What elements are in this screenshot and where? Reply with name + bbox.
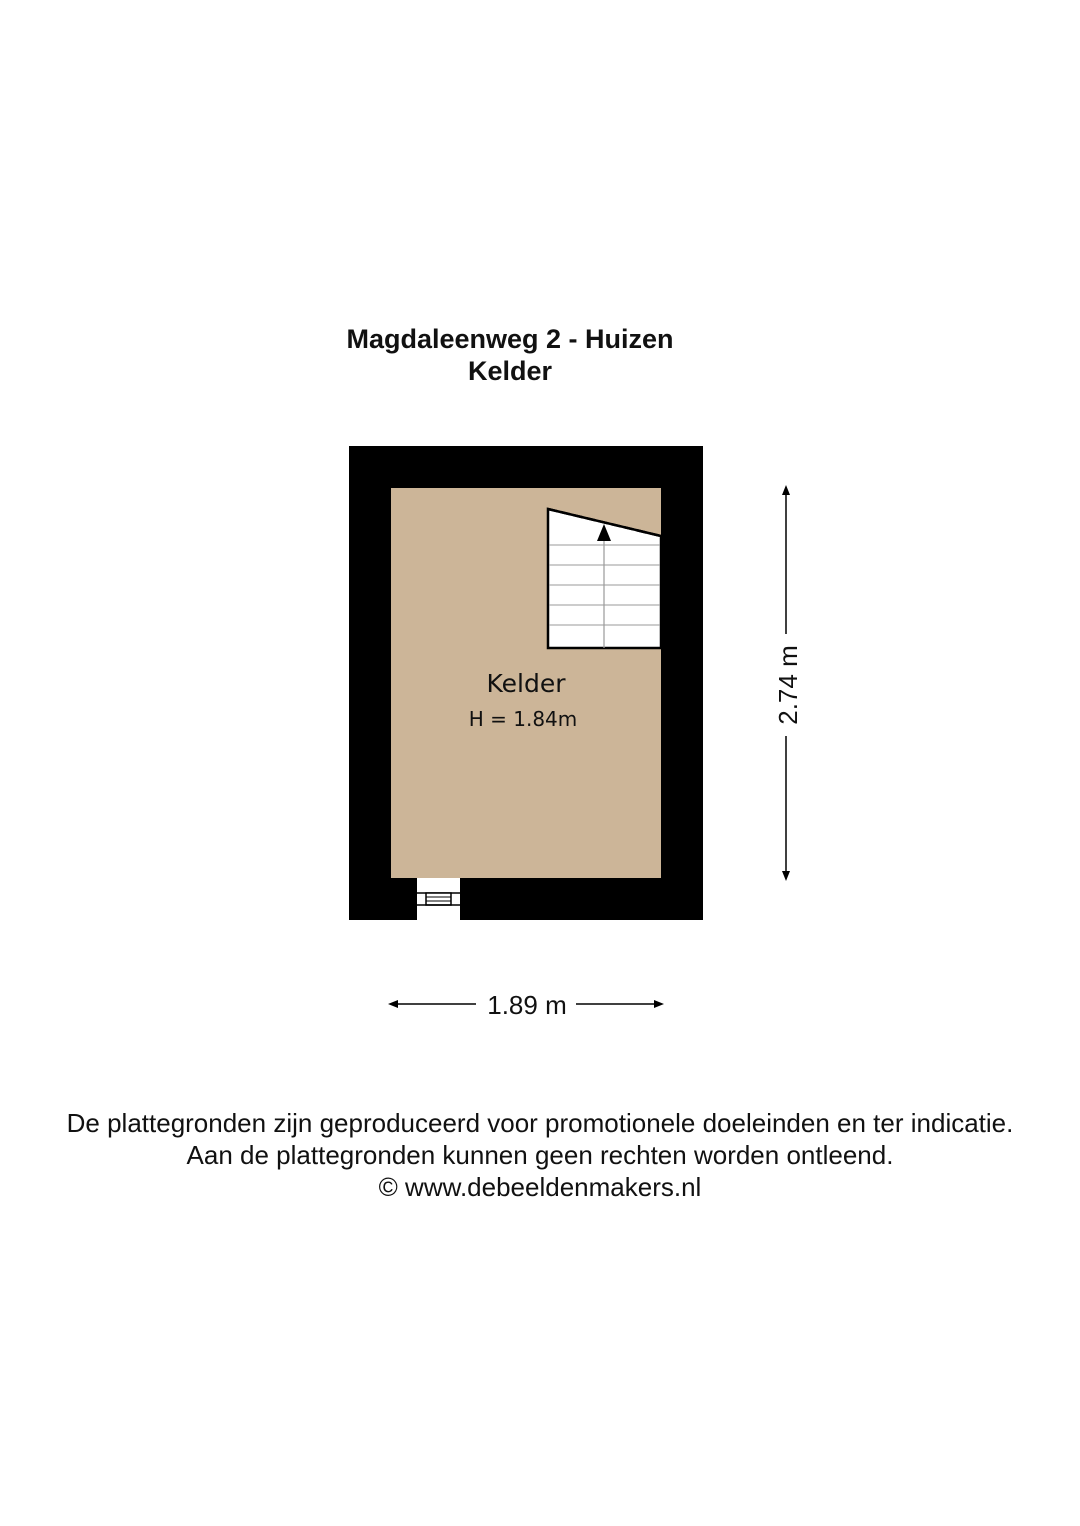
plan-title: Magdaleenweg 2 - Huizen bbox=[346, 324, 674, 354]
width-label: 1.89 m bbox=[487, 990, 567, 1020]
copyright-line: © www.debeeldenmakers.nl bbox=[378, 1172, 702, 1202]
depth-dimension bbox=[773, 490, 803, 876]
width-dimension bbox=[393, 990, 659, 1020]
bottom-wall-opening bbox=[417, 878, 460, 920]
disclaimer-line-1: De plattegronden zijn geproduceerd voor promotionele doeleinden en ter indicatie. bbox=[66, 1108, 1014, 1138]
floor-title: Kelder bbox=[467, 356, 553, 386]
room-name: Kelder bbox=[486, 669, 566, 698]
depth-label: 2.74 m bbox=[773, 645, 803, 725]
room-height: H = 1.84m bbox=[468, 707, 578, 731]
opening-frame bbox=[426, 893, 451, 905]
disclaimer-line-2: Aan de plattegronden kunnen geen rechten worden ontleend. bbox=[186, 1140, 894, 1170]
